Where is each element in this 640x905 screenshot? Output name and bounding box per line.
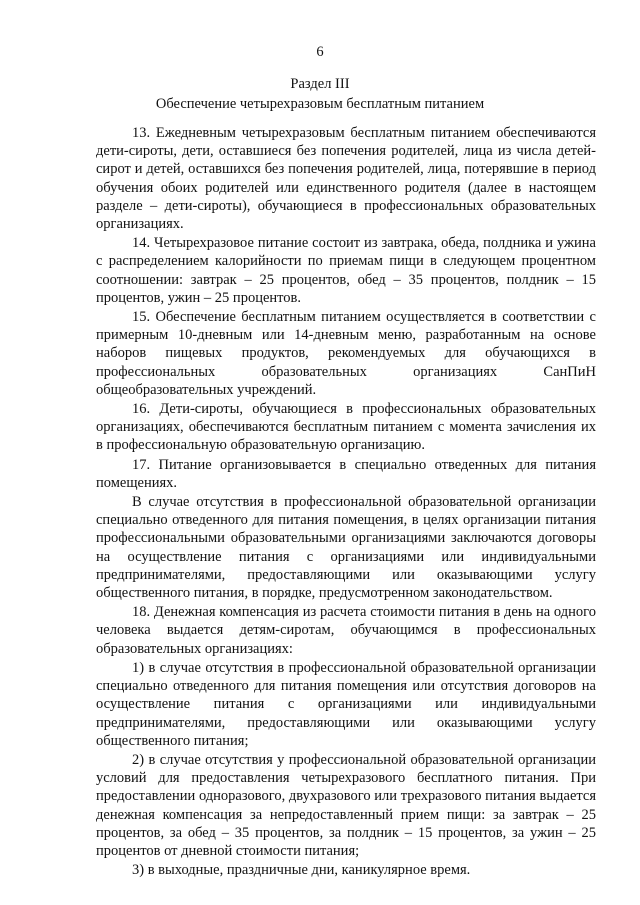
paragraph-18-item-1: 1) в случае отсутствия в профессиональной образовательной организации специально отведенного для питания помещения или отсутствия договоров на осуществление питания с организациями или индивидуальными предпринимателями, предоставляющими или оказывающими услугу общественного питания;: [96, 659, 596, 749]
paragraph-17: 17. Питание организовывается в специально отведенных для питания помещениях.: [96, 456, 596, 491]
paragraph-18-item-3: 3) в выходные, праздничные дни, каникулярное время.: [132, 862, 471, 879]
section-title: Раздел III: [290, 76, 350, 92]
paragraph-18-item-2: 2) в случае отсутствия у профессиональной образовательной организации условий для предоставления четырехразового бесплатного питания. При предоставлении одноразового, двухразового или трехразового питания выдается денежная компенсация за непредоставленный прием пищи: за завтрак – 25 процентов, за обед – 35 процентов, за полдник – 15 процентов, за ужин – 25 процентов от дневной стоимости питания;: [96, 751, 596, 859]
paragraph-17-continued: В случае отсутствия в профессиональной образовательной организации специально отведенного для питания помещения, в целях организации питания профессиональными образовательными организациями заключаются договоры на осуществление питания с организациями или индивидуальными предпринимателями, предоставляющими или оказывающими услугу общественного питания, в порядке, предусмотренном законодательством.: [96, 494, 596, 602]
paragraph-13: 13. Ежедневным четырехразовым бесплатным питанием обеспечиваются дети-сироты, дети, оставшиеся без попечения родителей, лица из числа детей-сирот и детей, оставшихся без попечения родителей, лица, потерявшие в период обучения обоих родителей или единственного родителя (далее в настоящем разделе – дети-сироты), обучающиеся в профессиональных образовательных организациях.: [96, 125, 596, 233]
paragraph-14: 14. Четырехразовое питание состоит из завтрака, обеда, полдника и ужина с распределением калорийности по приемам пищи в следующем процентном соотношении: завтрак – 25 процентов, обед – 35 процентов, полдник – 15 процентов, ужин – 25 процентов.: [96, 235, 596, 306]
paragraph-18: 18. Денежная компенсация из расчета стоимости питания в день на одного человека выдается детям-сиротам, обучающимся в профессиональных образовательных организациях:: [96, 604, 596, 657]
section-subtitle: Обеспечение четырехразовым бесплатным питанием: [155, 96, 485, 112]
document-body: [96, 124, 596, 879]
page-number: 6: [316, 44, 324, 60]
paragraph-15: 15. Обеспечение бесплатным питанием осуществляется в соответствии с примерным 10-дневным или 14-дневным меню, разработанным на основе наборов пищевых продуктов, рекомендуемых для обучающихся в профессиональных образовательных организациях СанПиН общеобразовательных учреждений.: [96, 309, 596, 398]
paragraph-16: 16. Дети-сироты, обучающиеся в профессиональных образовательных организациях, обеспечиваются бесплатным питанием с момента зачисления их в профессиональную образовательную организацию.: [96, 401, 596, 454]
section-heading: [0, 74, 640, 114]
